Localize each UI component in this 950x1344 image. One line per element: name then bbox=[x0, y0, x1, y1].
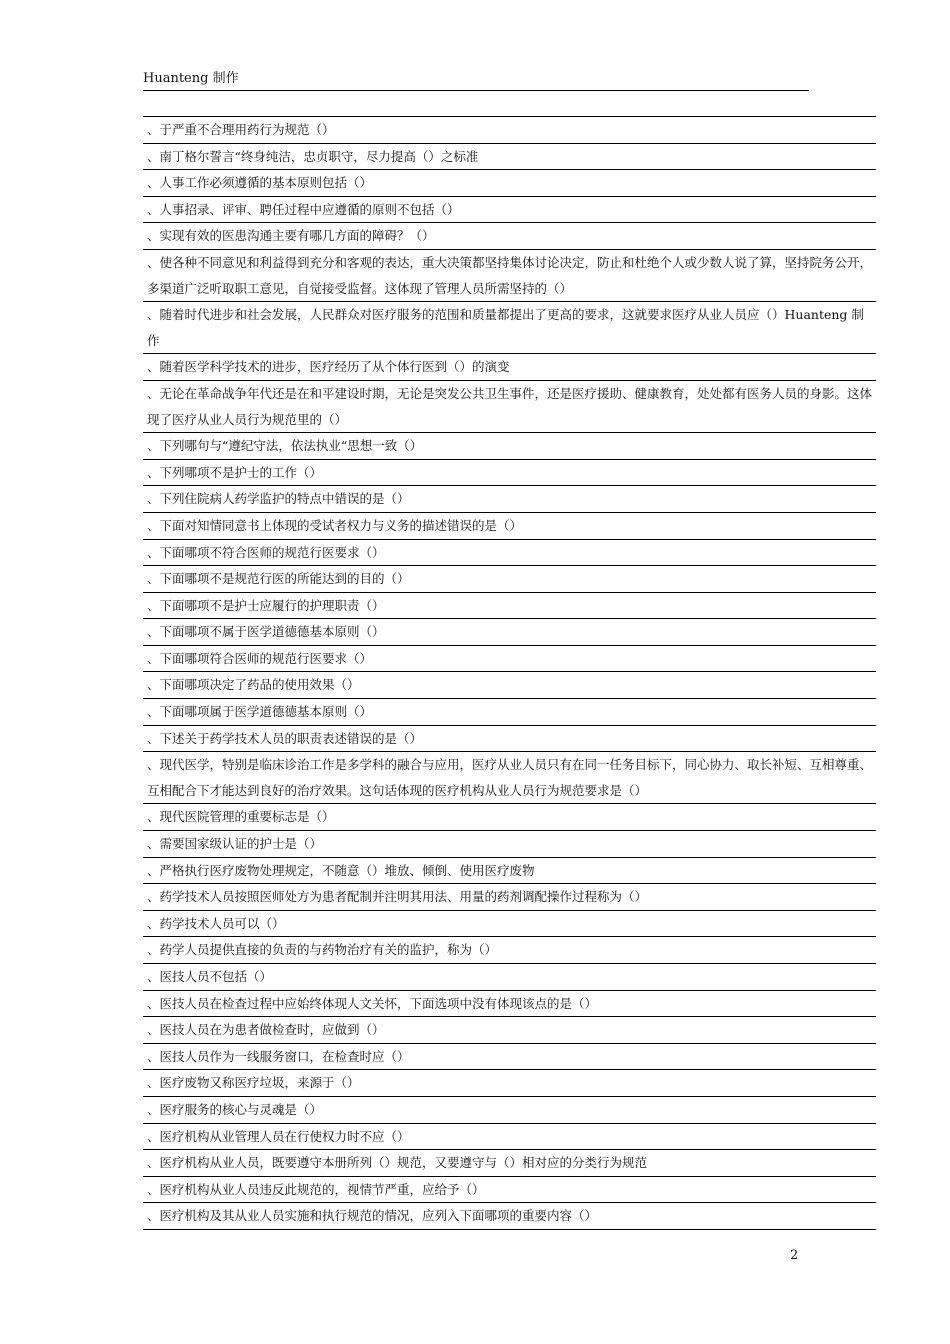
question-text: 、医疗机构从业人员，既要遵守本册所列（）规范，又要遵守与（）相对应的分类行为规范 bbox=[147, 1155, 648, 1171]
question-text: 、下面哪项符合医师的规范行医要求（） bbox=[147, 650, 373, 666]
question-row bbox=[143, 884, 876, 911]
question-row bbox=[143, 804, 876, 831]
question-row bbox=[143, 937, 876, 964]
question-row bbox=[143, 1177, 876, 1204]
question-text: 、人事招录、评审、聘任过程中应遵循的原则不包括（） bbox=[147, 201, 460, 217]
question-text: 、医疗机构及其从业人员实施和执行规范的情况，应列入下面哪项的重要内容（） bbox=[147, 1208, 598, 1224]
question-row bbox=[143, 752, 876, 804]
question-row bbox=[143, 991, 876, 1018]
question-row bbox=[143, 117, 876, 144]
question-text: 、随着时代进步和社会发展，人民群众对医疗服务的范围和质量都提出了更高的要求，这就要求医疗从业人员应（）Huanteng 制作 bbox=[147, 307, 864, 348]
question-text: 、现代医学，特别是临床诊治工作是多学科的融合与应用，医疗从业人员只有在同一任务目标下，同心协力、取长补短、互相尊重、互相配合下才能达到良好的治疗效果。这句话体现的医疗机构从业人员行为规范要求是（） bbox=[147, 757, 873, 798]
question-text: 、医技人员作为一线服务窗口，在检查时应（） bbox=[147, 1048, 410, 1064]
question-row bbox=[143, 354, 876, 381]
question-row bbox=[143, 1044, 876, 1071]
question-text: 、下面哪项决定了药品的使用效果（） bbox=[147, 677, 360, 693]
question-text: 、严格执行医疗废物处理规定，不随意（）堆放、倾倒、使用医疗废物 bbox=[147, 862, 535, 878]
question-text: 、药学技术人员按照医师处方为患者配制并注明其用法、用量的药剂调配操作过程称为（） bbox=[147, 889, 648, 905]
question-row bbox=[143, 1070, 876, 1097]
question-list bbox=[143, 116, 876, 1230]
question-row bbox=[143, 699, 876, 726]
question-text: 、需要国家级认证的护士是（） bbox=[147, 836, 323, 852]
question-text: 、下面哪项不是护士应履行的护理职责（） bbox=[147, 597, 385, 613]
question-row bbox=[143, 1097, 876, 1124]
question-text: 、实现有效的医患沟通主要有哪几方面的障碍？（） bbox=[147, 228, 435, 244]
question-row bbox=[143, 858, 876, 885]
question-row bbox=[143, 1124, 876, 1151]
question-row bbox=[143, 223, 876, 250]
question-row bbox=[143, 646, 876, 673]
question-row bbox=[143, 486, 876, 513]
question-row bbox=[143, 964, 876, 991]
question-text: 、下列住院病人药学监护的特点中错误的是（） bbox=[147, 491, 410, 507]
question-text: 、医疗机构从业管理人员在行使权力时不应（） bbox=[147, 1128, 410, 1144]
question-text: 、下面哪项属于医学道德德基本原则（） bbox=[147, 704, 373, 720]
question-row bbox=[143, 460, 876, 487]
question-row bbox=[143, 250, 876, 302]
question-row bbox=[143, 726, 876, 753]
question-text: 、使各种不同意见和利益得到充分和客观的表达，重大决策都坚持集体讨论决定，防止和杜绝个人或少数人说了算，坚持院务公开，多渠道广泛听取职工意见，自觉接受监督。这体现了管理人员所需坚持的（） bbox=[147, 254, 873, 296]
question-text: 、随着医学科学技术的进步，医疗经历了从个体行医到（）的演变 bbox=[147, 359, 510, 375]
question-row bbox=[143, 831, 876, 858]
question-text: 、下列哪句与“遵纪守法，依法执业“思想一致（） bbox=[147, 438, 423, 454]
question-row bbox=[143, 911, 876, 938]
question-text: 、医疗废物又称医疗垃圾，来源于（） bbox=[147, 1075, 360, 1091]
question-row bbox=[143, 1150, 876, 1177]
question-text: 、下述关于药学技术人员的职责表述错误的是（） bbox=[147, 730, 423, 746]
question-row bbox=[143, 1203, 876, 1230]
question-row bbox=[143, 540, 876, 567]
header-title: Huanteng 制作 bbox=[143, 71, 239, 86]
question-text: 、医疗机构从业人员违反此规范的，视情节严重，应给予（） bbox=[147, 1181, 485, 1197]
question-row bbox=[143, 381, 876, 433]
question-text: 、人事工作必须遵循的基本原则包括（） bbox=[147, 175, 373, 191]
question-text: 、医技人员不包括（） bbox=[147, 969, 273, 984]
question-text: 、医技人员在检查过程中应始终体现人文关怀，下面选项中没有体现该点的是（） bbox=[147, 995, 598, 1011]
question-text: 、下列哪项不是护士的工作（） bbox=[147, 464, 323, 480]
question-text: 、医疗服务的核心与灵魂是（） bbox=[147, 1101, 323, 1117]
question-row bbox=[143, 672, 876, 699]
question-text: 、现代医院管理的重要标志是（） bbox=[147, 809, 335, 825]
question-row bbox=[143, 1017, 876, 1044]
question-row bbox=[143, 566, 876, 593]
page-header bbox=[143, 70, 809, 91]
question-text: 、下面哪项不属于医学道德德基本原则（） bbox=[147, 624, 385, 640]
question-row bbox=[143, 302, 876, 354]
question-text: 、药学技术人员可以（） bbox=[147, 915, 285, 931]
question-row bbox=[143, 513, 876, 540]
question-row bbox=[143, 170, 876, 197]
page-number: 2 bbox=[790, 1248, 799, 1263]
question-row bbox=[143, 197, 876, 224]
question-row bbox=[143, 619, 876, 646]
question-text: 、无论在革命战争年代还是在和平建设时期，无论是突发公共卫生事件，还是医疗援助、健康教育，处处都有医务人员的身影。这体现了医疗从业人员行为规范里的（） bbox=[147, 385, 873, 427]
question-text: 、南丁格尔誓言“终身纯洁，忠贞职守，尽力提高（）之标准 bbox=[147, 148, 479, 164]
question-text: 、于严重不合理用药行为规范（） bbox=[147, 122, 335, 137]
question-text: 、下面哪项不是规范行医的所能达到的目的（） bbox=[147, 571, 410, 587]
question-text: 、药学人员提供直接的负责的与药物治疗有关的监护，称为（） bbox=[147, 942, 498, 958]
question-row bbox=[143, 593, 876, 620]
question-text: 、医技人员在为患者做检查时，应做到（） bbox=[147, 1022, 385, 1038]
question-text: 、下面哪项不符合医师的规范行医要求（） bbox=[147, 544, 385, 560]
question-row bbox=[143, 144, 876, 171]
question-row bbox=[143, 433, 876, 460]
question-text: 、下面对知情同意书上体现的受试者权力与义务的描述错误的是（） bbox=[147, 517, 523, 533]
